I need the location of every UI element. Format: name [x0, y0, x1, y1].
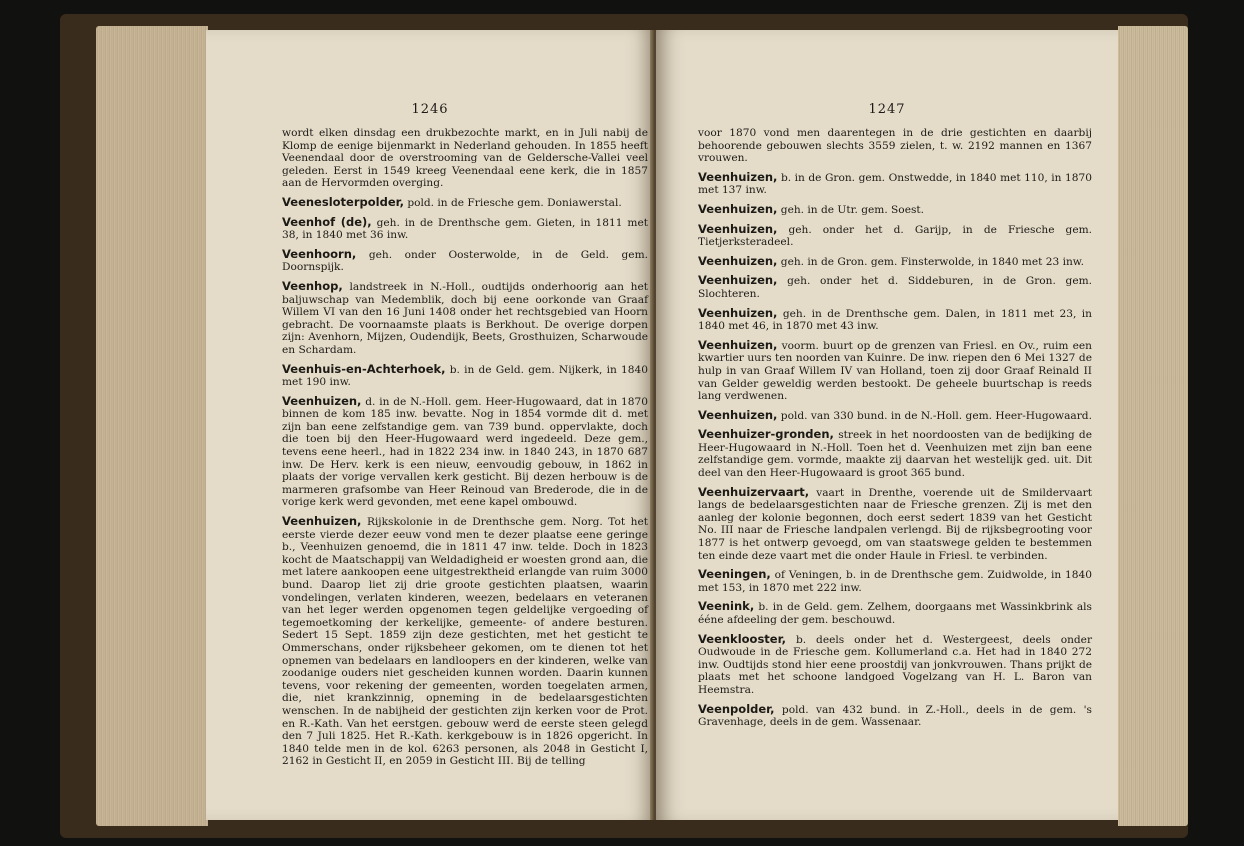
entry-headword: Veenhuizen, — [698, 169, 778, 184]
entry-body: geh. in de Drenthsche gem. Gieten, in 1811 met 38, in 1840 met 36 inw. — [282, 216, 648, 242]
left-page-edges — [96, 26, 208, 826]
dictionary-entry — [282, 363, 648, 389]
entry-headword: Veenhuis-en-Achterhoek, — [282, 361, 446, 376]
entry-body: streek in het noordoosten van de bedijking de Heer-Hugowaard in N.-Holl. Toen het d. Veenhuizen met zijn ban eene zelfstandige gem. vormde, maakte zij daarvan het westelijk ged. uit. Dit deel van den Heer-Hugowaard is groot 365 bund. — [698, 429, 1092, 480]
dictionary-entry — [698, 703, 1092, 729]
entry-headword: Veenhuizen, — [698, 253, 778, 268]
entry-body: b. in de Geld. gem. Nijkerk, in 1840 met 190 inw. — [282, 363, 648, 389]
entry-body: geh. in de Drenthsche gem. Dalen, in 1811 met 23, in 1840 met 46, in 1870 met 43 inw. — [698, 307, 1092, 333]
entry-body: b. in de Geld. gem. Zelhem, doorgaans met Wassinkbrink als ééne afdeeling der gem. beschouwd. — [698, 601, 1092, 626]
entry-body: pold. van 330 bund. in de N.-Holl. gem. Heer-Hugowaard. — [780, 409, 1092, 422]
dictionary-entry — [698, 255, 1092, 269]
entry-headword: Veenhuizen, — [282, 514, 362, 529]
entry-headword: Veenhuizen, — [698, 201, 778, 216]
dictionary-entry — [698, 127, 1092, 165]
dictionary-entry — [698, 568, 1092, 594]
entry-headword: Veenhuizen, — [698, 305, 778, 320]
entry-body: geh. onder het d. Garijp, in de Friesche gem. Tietjerksteradeel. — [698, 223, 1093, 249]
right-page-text — [698, 127, 1092, 729]
entry-body: geh. in de Gron. gem. Finsterwolde, in 1840 met 23 inw. — [780, 255, 1084, 268]
dictionary-entry — [698, 307, 1092, 333]
entry-body: voor 1870 vond men daarentegen in de drie gestichten en daarbij behoorende gebouwen slechts 3559 zielen, t. w. 2192 mannen en 1367 vrouwen. — [698, 127, 1092, 165]
entry-headword: Veenhop, — [282, 278, 343, 293]
right-page-edges — [1118, 26, 1188, 826]
entry-headword: Veenhuizen, — [698, 337, 778, 352]
dictionary-entry — [698, 203, 1092, 217]
entry-body: wordt elken dinsdag een drukbezochte markt, en in Juli nabij de Klomp de eenige bijenmarkt in Nederland gehouden. In 1855 heeft Veenendaal door de overstrooming van de Geldersche-Vallei veel geleden. Eerst in 1549 kreeg Veenendaal eene kerk, die in 1857 aan de Hervormden overging. — [282, 127, 648, 190]
page-number-left: 1246 — [411, 102, 449, 117]
dictionary-entry — [698, 633, 1092, 697]
dictionary-entry — [698, 339, 1092, 403]
entry-body: of Veningen, b. in de Drenthsche gem. Zuidwolde, in 1840 met 153, in 1870 met 222 inw. — [698, 569, 1092, 594]
left-page-text — [282, 127, 648, 768]
entry-body: vaart in Drenthe, voerende uit de Smildervaart langs de bedelaarsgestichten naar de Friesche grenzen. Zij is met den aanleg der kolonie begonnen, doch eerst sedert 1839 van het Gesticht No. III naar de Friesche landpalen verlengd. Bij de rijksbegrooting voor 1877 is het ontwerp gevoegd, om van staatswege gelden te bestemmen ten einde deze vaart met die onder Haule in Friesl. te verbinden. — [698, 486, 1092, 562]
entry-headword: Veenhuizen, — [698, 221, 778, 236]
dictionary-entry — [282, 216, 648, 242]
dictionary-entry — [282, 395, 648, 509]
dictionary-entry — [698, 171, 1092, 197]
entry-body: Rijkskolonie in de Drenthsche gem. Norg. Tot het eerste vierde dezer eeuw vond men te dezer plaatse eene geringe b., Veenhuizen genoemd, die in 1811 47 inw. telde. Doch in 1823 kocht de Maatschappij van Weldadigheid er woesten grond aan, die met latere aankoopen eene uitgestrektheid erlangde van ruim 3000 bund. Daarop liet zij drie groote gestichten plaatsen, waarin vondelingen, verlaten kinderen, weezen, bedelaars en veteranen van het leger werden opgenomen tegen geldelijke vergoeding of tegemoetkoming der kerkelijke, gemeente- of andere besturen. Sedert 15 Sept. 1859 zijn deze gestichten, met het gesticht te Ommerschans, onder rijksbeheer gekomen, om te dienen tot het opnemen van bedelaars en landloopers en der kinderen, welke van zoodanige ouders niet gescheiden kunnen worden. Daarin kunnen tevens, voor rekening der gemeenten, worden toegelaten armen, die, niet krankzinnig, opneming in de bedelaarsgestichten wenschen. In de nabijheid der gestichten zijn kerken voor de Prot. en R.-Kath. Van het eerstgen. gebouw werd de eerste steen gelegd den 7 Juli 1825. Het R.-Kath. kerkgebouw is in 1826 opgericht. In 1840 telde men in de kol. 6263 personen, als 2048 in Gesticht I, 2162 in Gesticht II, en 2059 in Gesticht III. Bij de telling — [282, 516, 648, 768]
entry-body: voorm. buurt op de grenzen van Friesl. en Ov., ruim een kwartier uurs ten noorden van Kuinre. De inw. riepen den 6 Mei 1327 de hulp in van Graaf Willem IV van Holland, toen zij door Graaf Reinald II van Gelder geweldig werden bestookt. De geheele buurtschap is reeds lang verdwenen. — [698, 339, 1092, 403]
dictionary-entry — [282, 127, 648, 190]
entry-body: pold. in de Friesche gem. Doniawerstal. — [407, 196, 622, 209]
dictionary-entry — [698, 428, 1092, 479]
entry-headword: Veenpolder, — [698, 701, 775, 716]
entry-headword: Veenesloterpolder, — [282, 194, 404, 209]
left-page — [206, 30, 654, 820]
entry-body: geh. in de Utr. gem. Soest. — [780, 203, 925, 216]
dictionary-entry — [698, 486, 1092, 563]
entry-headword: Veenhuizen, — [698, 407, 778, 422]
page-number-right: 1247 — [868, 102, 906, 117]
dictionary-entry — [698, 223, 1092, 249]
dictionary-entry — [698, 409, 1092, 423]
entry-headword: Veenhuizervaart, — [698, 484, 810, 499]
entry-headword: Veenhuizen, — [698, 273, 778, 288]
dictionary-entry — [282, 280, 648, 357]
entry-headword: Veenhoorn, — [282, 246, 357, 261]
entry-body: pold. van 432 bund. in Z.-Holl., deels in de gem. 's Gravenhage, deels in de gem. Wassenaar. — [698, 703, 1092, 729]
entry-headword: Veenink, — [698, 599, 755, 614]
entry-body: geh. onder Oosterwolde, in de Geld. gem. Doornspijk. — [282, 248, 648, 274]
entry-headword: Veenhof (de), — [282, 214, 372, 229]
entry-body: b. in de Gron. gem. Onstwedde, in 1840 met 110, in 1870 met 137 inw. — [698, 171, 1092, 197]
dictionary-entry — [282, 196, 648, 210]
entry-body: b. deels onder het d. Westergeest, deels onder Oudwoude in de Friesche gem. Kollumerland c.a. Het had in 1840 272 inw. Oudtijds stond hier eene proostdij van jonkvrouwen. Thans prijkt de plaats met het schoone landgoed Vogelzang van H. L. Baron van Heemstra. — [698, 633, 1093, 696]
entry-headword: Veenhuizen, — [282, 393, 362, 408]
right-page — [656, 30, 1118, 820]
dictionary-entry — [698, 600, 1092, 626]
dictionary-entry — [698, 274, 1092, 300]
entry-body: landstreek in N.-Holl., oudtijds onderhoorig aan het baljuwschap van Medemblik, doch bij eene oorkonde van Graaf Willem VI van den 16 Juni 1408 onder het rechtsgebied van Hoorn gebracht. De voornaamste plaats is Berkhout. De overige dorpen zijn: Avenhorn, Mijzen, Oudendijk, Beets, Grosthuizen, Scharwoude en Schardam. — [282, 280, 649, 356]
dictionary-entry — [282, 248, 648, 274]
entry-headword: Veenklooster, — [698, 631, 786, 646]
entry-body: geh. onder het d. Siddeburen, in de Gron. gem. Slochteren. — [698, 275, 1093, 300]
dictionary-entry — [282, 515, 648, 768]
entry-headword: Veenhuizer-gronden, — [698, 427, 834, 442]
entry-headword: Veeningen, — [698, 567, 771, 582]
entry-body: d. in de N.-Holl. gem. Heer-Hugowaard, dat in 1870 binnen de kom 185 inw. bevatte. Nog in 1854 vormde dit d. met zijn ban eene zelfstandige gem. van 739 bund. oppervlakte, doch die toen bij den Heer-Hugowaard werd ingedeeld. Deze gem., tevens eene heerl., had in 1822 234 inw. in 1840 243, in 1870 687 inw. De Herv. kerk is een nieuw, eenvoudig gebouw, in 1862 in plaats der vorige vervallen kerk gesticht. Bij dezen herbouw is de marmeren grafsombe van Heer Reinoud van Brederode, die in de vorige kerk werd gevonden, met eene kapel ombouwd. — [282, 395, 648, 509]
